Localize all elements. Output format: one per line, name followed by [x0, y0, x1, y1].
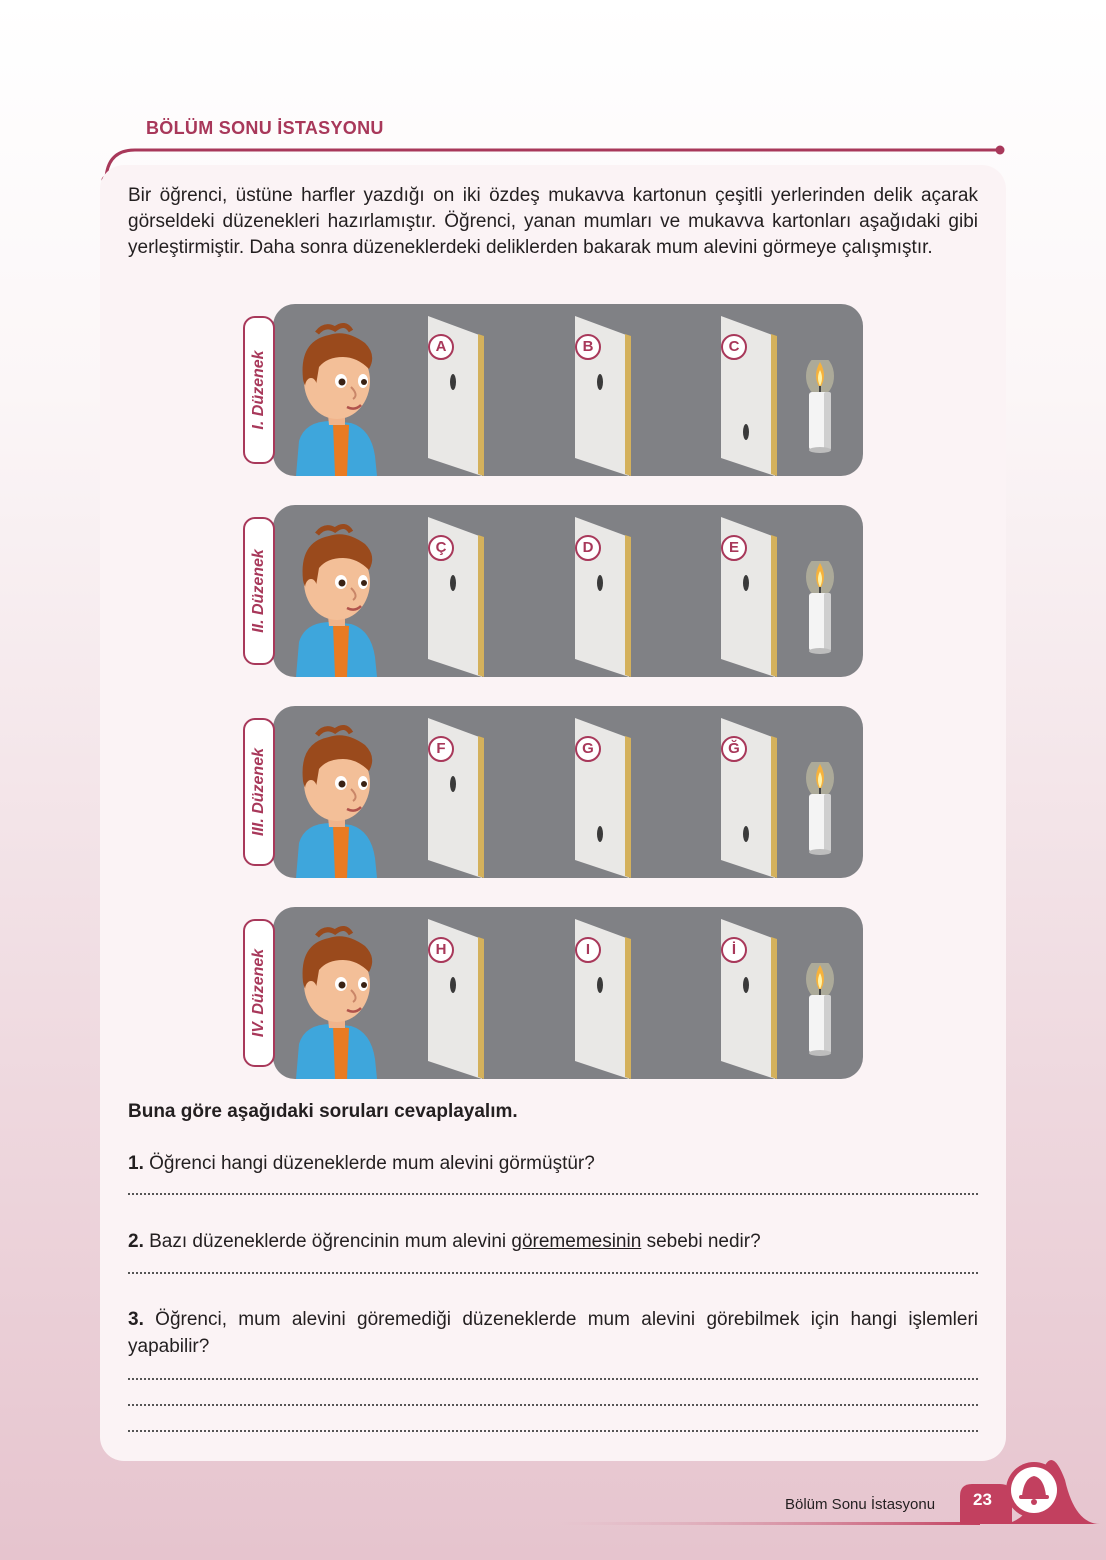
- question-1-text: Öğrenci hangi düzeneklerde mum alevini görmüştür?: [143, 1153, 595, 1174]
- candle-illustration: [802, 561, 838, 661]
- card-hole: [597, 977, 603, 993]
- card-letter: İ: [721, 937, 747, 963]
- setup-label: IV. Düzenek: [250, 948, 267, 1038]
- bell-icon: [1016, 1470, 1052, 1510]
- setup-label: I. Düzenek: [250, 350, 267, 430]
- setup-4: [243, 907, 863, 1079]
- card-letter: Ç: [428, 535, 454, 561]
- student-illustration: [291, 924, 381, 1079]
- section-title: BÖLÜM SONU İSTASYONU: [146, 118, 384, 138]
- answer-line[interactable]: [128, 1430, 978, 1432]
- answer-line[interactable]: [128, 1404, 978, 1406]
- student-illustration: [291, 522, 381, 677]
- page-number: 23: [973, 1490, 992, 1509]
- card-hole: [597, 826, 603, 842]
- card-hole: [450, 776, 456, 792]
- card-letter: G: [575, 736, 601, 762]
- card-letter: H: [428, 937, 454, 963]
- question-1: [128, 1150, 978, 1177]
- setup-label-tab: [243, 919, 275, 1067]
- card-hole: [450, 374, 456, 390]
- card-hole: [743, 575, 749, 591]
- answer-line[interactable]: [128, 1272, 978, 1274]
- card-letter: I: [575, 937, 601, 963]
- card-letter: E: [721, 535, 747, 561]
- card-letter: A: [428, 334, 454, 360]
- student-illustration: [291, 723, 381, 878]
- candle-illustration: [802, 963, 838, 1063]
- question-2-text-before: Bazı düzeneklerde öğrencinin mum alevini: [143, 1231, 512, 1252]
- student-illustration: [291, 321, 381, 476]
- setup-label: III. Düzenek: [250, 747, 267, 837]
- question-2-text-after: sebebi nedir?: [641, 1231, 761, 1252]
- question-3-text: Öğrenci, mum alevini göremediği düzeneklerde mum alevini görebilmek için hangi işlemleri yapabilir?: [128, 1309, 978, 1357]
- card-hole: [743, 826, 749, 842]
- answer-line[interactable]: [128, 1193, 978, 1195]
- question-2-underlined-word: görememesinin: [511, 1231, 642, 1252]
- setup-label-tab: [243, 316, 275, 464]
- card-hole: [597, 575, 603, 591]
- card-hole: [450, 977, 456, 993]
- card-letter: B: [575, 334, 601, 360]
- question-3-number: 3.: [128, 1309, 144, 1330]
- card-letter: Ğ: [721, 736, 747, 762]
- question-2-number: 2.: [128, 1231, 144, 1252]
- candle-illustration: [802, 360, 838, 460]
- card-letter: D: [575, 535, 601, 561]
- setup-2: [243, 505, 863, 677]
- footer-label: Bölüm Sonu İstasyonu: [785, 1496, 936, 1513]
- questions-heading: Buna göre aşağıdaki soruları cevaplayalım.: [128, 1101, 518, 1122]
- setup-label: II. Düzenek: [250, 549, 267, 633]
- setup-label-tab: [243, 718, 275, 866]
- answer-line[interactable]: [128, 1378, 978, 1380]
- card-hole: [743, 424, 749, 440]
- setup-label-tab: [243, 517, 275, 665]
- card-letter: F: [428, 736, 454, 762]
- card-hole: [743, 977, 749, 993]
- card-letter: C: [721, 334, 747, 360]
- footer-decoration: [0, 1440, 1106, 1560]
- candle-illustration: [802, 762, 838, 862]
- question-3: [128, 1306, 978, 1360]
- intro-paragraph: Bir öğrenci, üstüne harfler yazdığı on iki özdeş mukavva kartonun çeşitli yerlerinden delik açarak görseldeki düzenekleri hazırlamıştır. Öğrenci, yanan mumları ve mukavva kartonları aşağıdaki gibi yerleştirmiştir. Daha sonra düzeneklerdeki deliklerden bakarak mum alevini görmeye çalışmıştır.: [128, 185, 978, 258]
- setup-3: [243, 706, 863, 878]
- question-2: [128, 1228, 978, 1255]
- setup-1: [243, 304, 863, 476]
- card-hole: [597, 374, 603, 390]
- card-hole: [450, 575, 456, 591]
- question-1-number: 1.: [128, 1153, 144, 1174]
